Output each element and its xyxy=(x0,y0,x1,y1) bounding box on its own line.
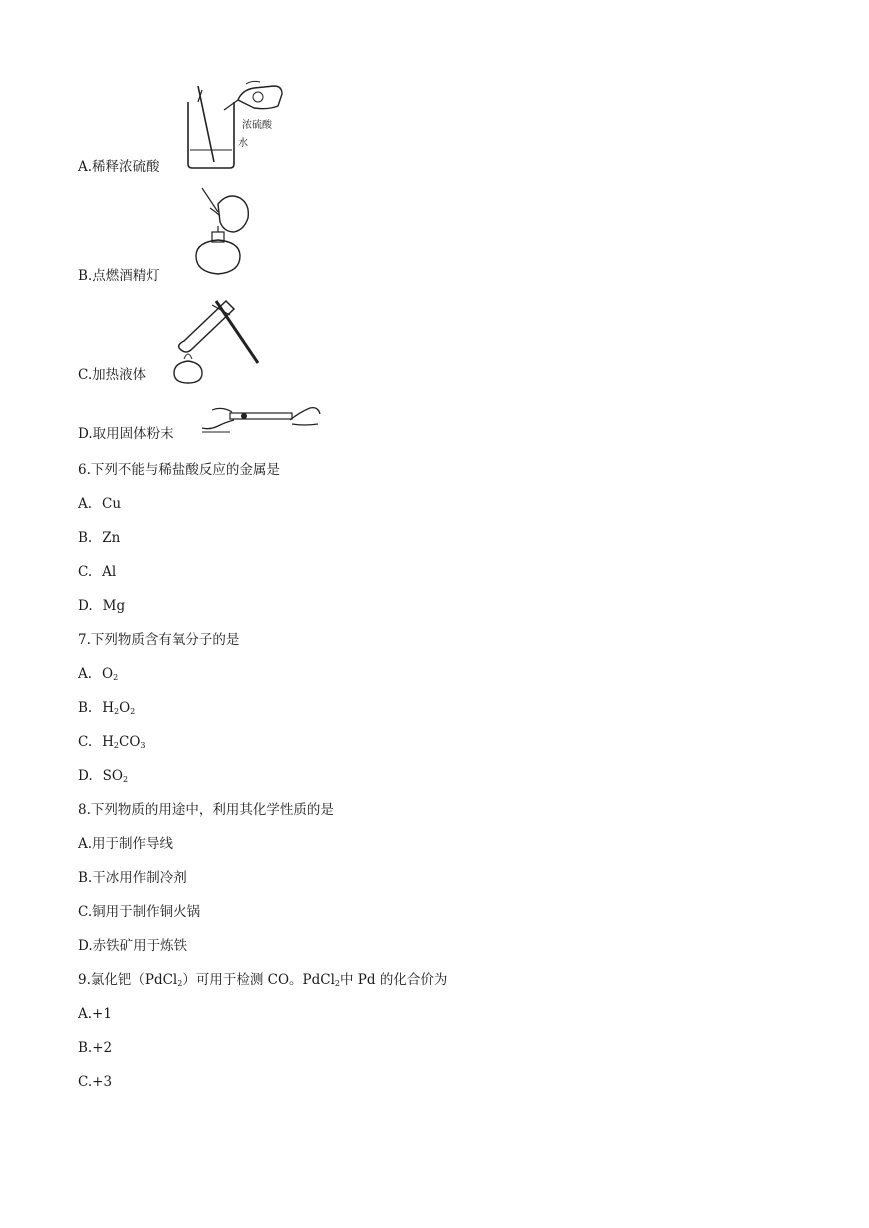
q6-option-b[interactable] xyxy=(78,530,120,546)
q5-option-c[interactable] xyxy=(78,367,146,383)
q8-stem: 8.下列物质的用途中，利用其化学性质的是 xyxy=(78,802,334,818)
stem-part: 9.氯化钯（PdCl xyxy=(78,972,178,988)
option-text: Cu xyxy=(102,496,122,512)
q5-option-b[interactable] xyxy=(78,268,160,284)
formula-subscript: 3 xyxy=(140,741,146,750)
option-letter: A. xyxy=(78,666,93,682)
q8-option-a[interactable] xyxy=(78,836,173,852)
formula-subscript: 2 xyxy=(177,979,183,988)
stem-part: 中 Pd 的化合价为 xyxy=(340,972,448,988)
option-letter: C. xyxy=(78,904,93,920)
q5-option-a[interactable] xyxy=(78,159,160,175)
formula-subscript: 2 xyxy=(113,741,120,750)
option-text: 加热液体 xyxy=(92,367,147,383)
option-letter: B. xyxy=(78,1040,93,1056)
formula-subscript: 2 xyxy=(113,673,119,682)
formula-subscript: 2 xyxy=(122,775,129,784)
option-letter: C. xyxy=(78,1074,93,1090)
option-text: Zn xyxy=(102,530,121,546)
option-letter: A. xyxy=(78,496,93,512)
option-letter: A. xyxy=(78,159,93,175)
option-letter: D. xyxy=(78,938,93,954)
option-letter: B. xyxy=(78,870,93,886)
q9-stem xyxy=(78,972,447,988)
option-text: 铜用于制作铜火锅 xyxy=(92,904,201,920)
option-letter: C. xyxy=(78,367,93,383)
q7-option-c[interactable] xyxy=(78,734,146,750)
formula-part: O xyxy=(102,666,114,682)
option-letter: C. xyxy=(78,564,93,580)
light-alcohol-lamp-figure xyxy=(188,186,258,278)
dilute-sulfuric-acid-figure xyxy=(178,80,288,172)
formula-subscript: 2 xyxy=(130,707,136,716)
option-text: Al xyxy=(102,564,117,580)
option-letter: B. xyxy=(78,268,93,284)
option-text: 点燃酒精灯 xyxy=(92,268,160,284)
q8-option-d[interactable] xyxy=(78,938,187,954)
option-letter: B. xyxy=(78,530,93,546)
formula-subscript: 2 xyxy=(334,979,341,988)
formula-subscript: 2 xyxy=(114,707,120,716)
option-letter: B. xyxy=(78,700,93,716)
option-text: +2 xyxy=(92,1040,113,1056)
q5-option-d[interactable] xyxy=(78,426,174,442)
option-text: Mg xyxy=(102,598,126,614)
figure-label-acid: 浓硫酸 xyxy=(242,120,272,131)
q6-option-a[interactable] xyxy=(78,496,121,512)
option-text: 赤铁矿用于炼铁 xyxy=(92,938,188,954)
q6-stem: 6.下列不能与稀盐酸反应的金属是 xyxy=(78,462,280,478)
q6-option-d[interactable] xyxy=(78,598,125,614)
option-letter: D. xyxy=(78,768,93,784)
stem-part: ）可用于检测 CO。PdCl xyxy=(182,972,335,988)
heat-liquid-figure xyxy=(168,293,268,385)
q7-option-b[interactable] xyxy=(78,700,135,716)
formula-part: O xyxy=(119,700,131,716)
option-text: 稀释浓硫酸 xyxy=(92,159,160,175)
q7-stem: 7.下列物质含有氧分子的是 xyxy=(78,632,240,648)
option-letter: D. xyxy=(78,598,93,614)
option-letter: A. xyxy=(78,836,93,852)
q6-option-c[interactable] xyxy=(78,564,116,580)
q7-option-d[interactable] xyxy=(78,768,128,784)
option-text: 干冰用作制冷剂 xyxy=(92,870,187,886)
option-letter: C. xyxy=(78,734,93,750)
option-text: +1 xyxy=(92,1006,112,1022)
q9-option-a[interactable] xyxy=(78,1006,112,1022)
option-letter: D. xyxy=(78,426,93,442)
take-solid-powder-figure xyxy=(200,400,322,436)
option-text: +3 xyxy=(92,1074,113,1090)
formula-part: SO xyxy=(102,768,123,784)
option-text: 用于制作导线 xyxy=(92,836,174,852)
q9-option-b[interactable] xyxy=(78,1040,112,1056)
option-text: 取用固体粉末 xyxy=(92,426,174,442)
q8-option-b[interactable] xyxy=(78,870,187,886)
formula-part: CO xyxy=(119,734,141,750)
figure-label-water: 水 xyxy=(238,138,248,149)
formula-part: H xyxy=(102,700,114,716)
q7-option-a[interactable] xyxy=(78,666,118,682)
q9-option-c[interactable] xyxy=(78,1074,112,1090)
formula-part: H xyxy=(102,734,114,750)
option-letter: A. xyxy=(78,1006,93,1022)
q8-option-c[interactable] xyxy=(78,904,200,920)
